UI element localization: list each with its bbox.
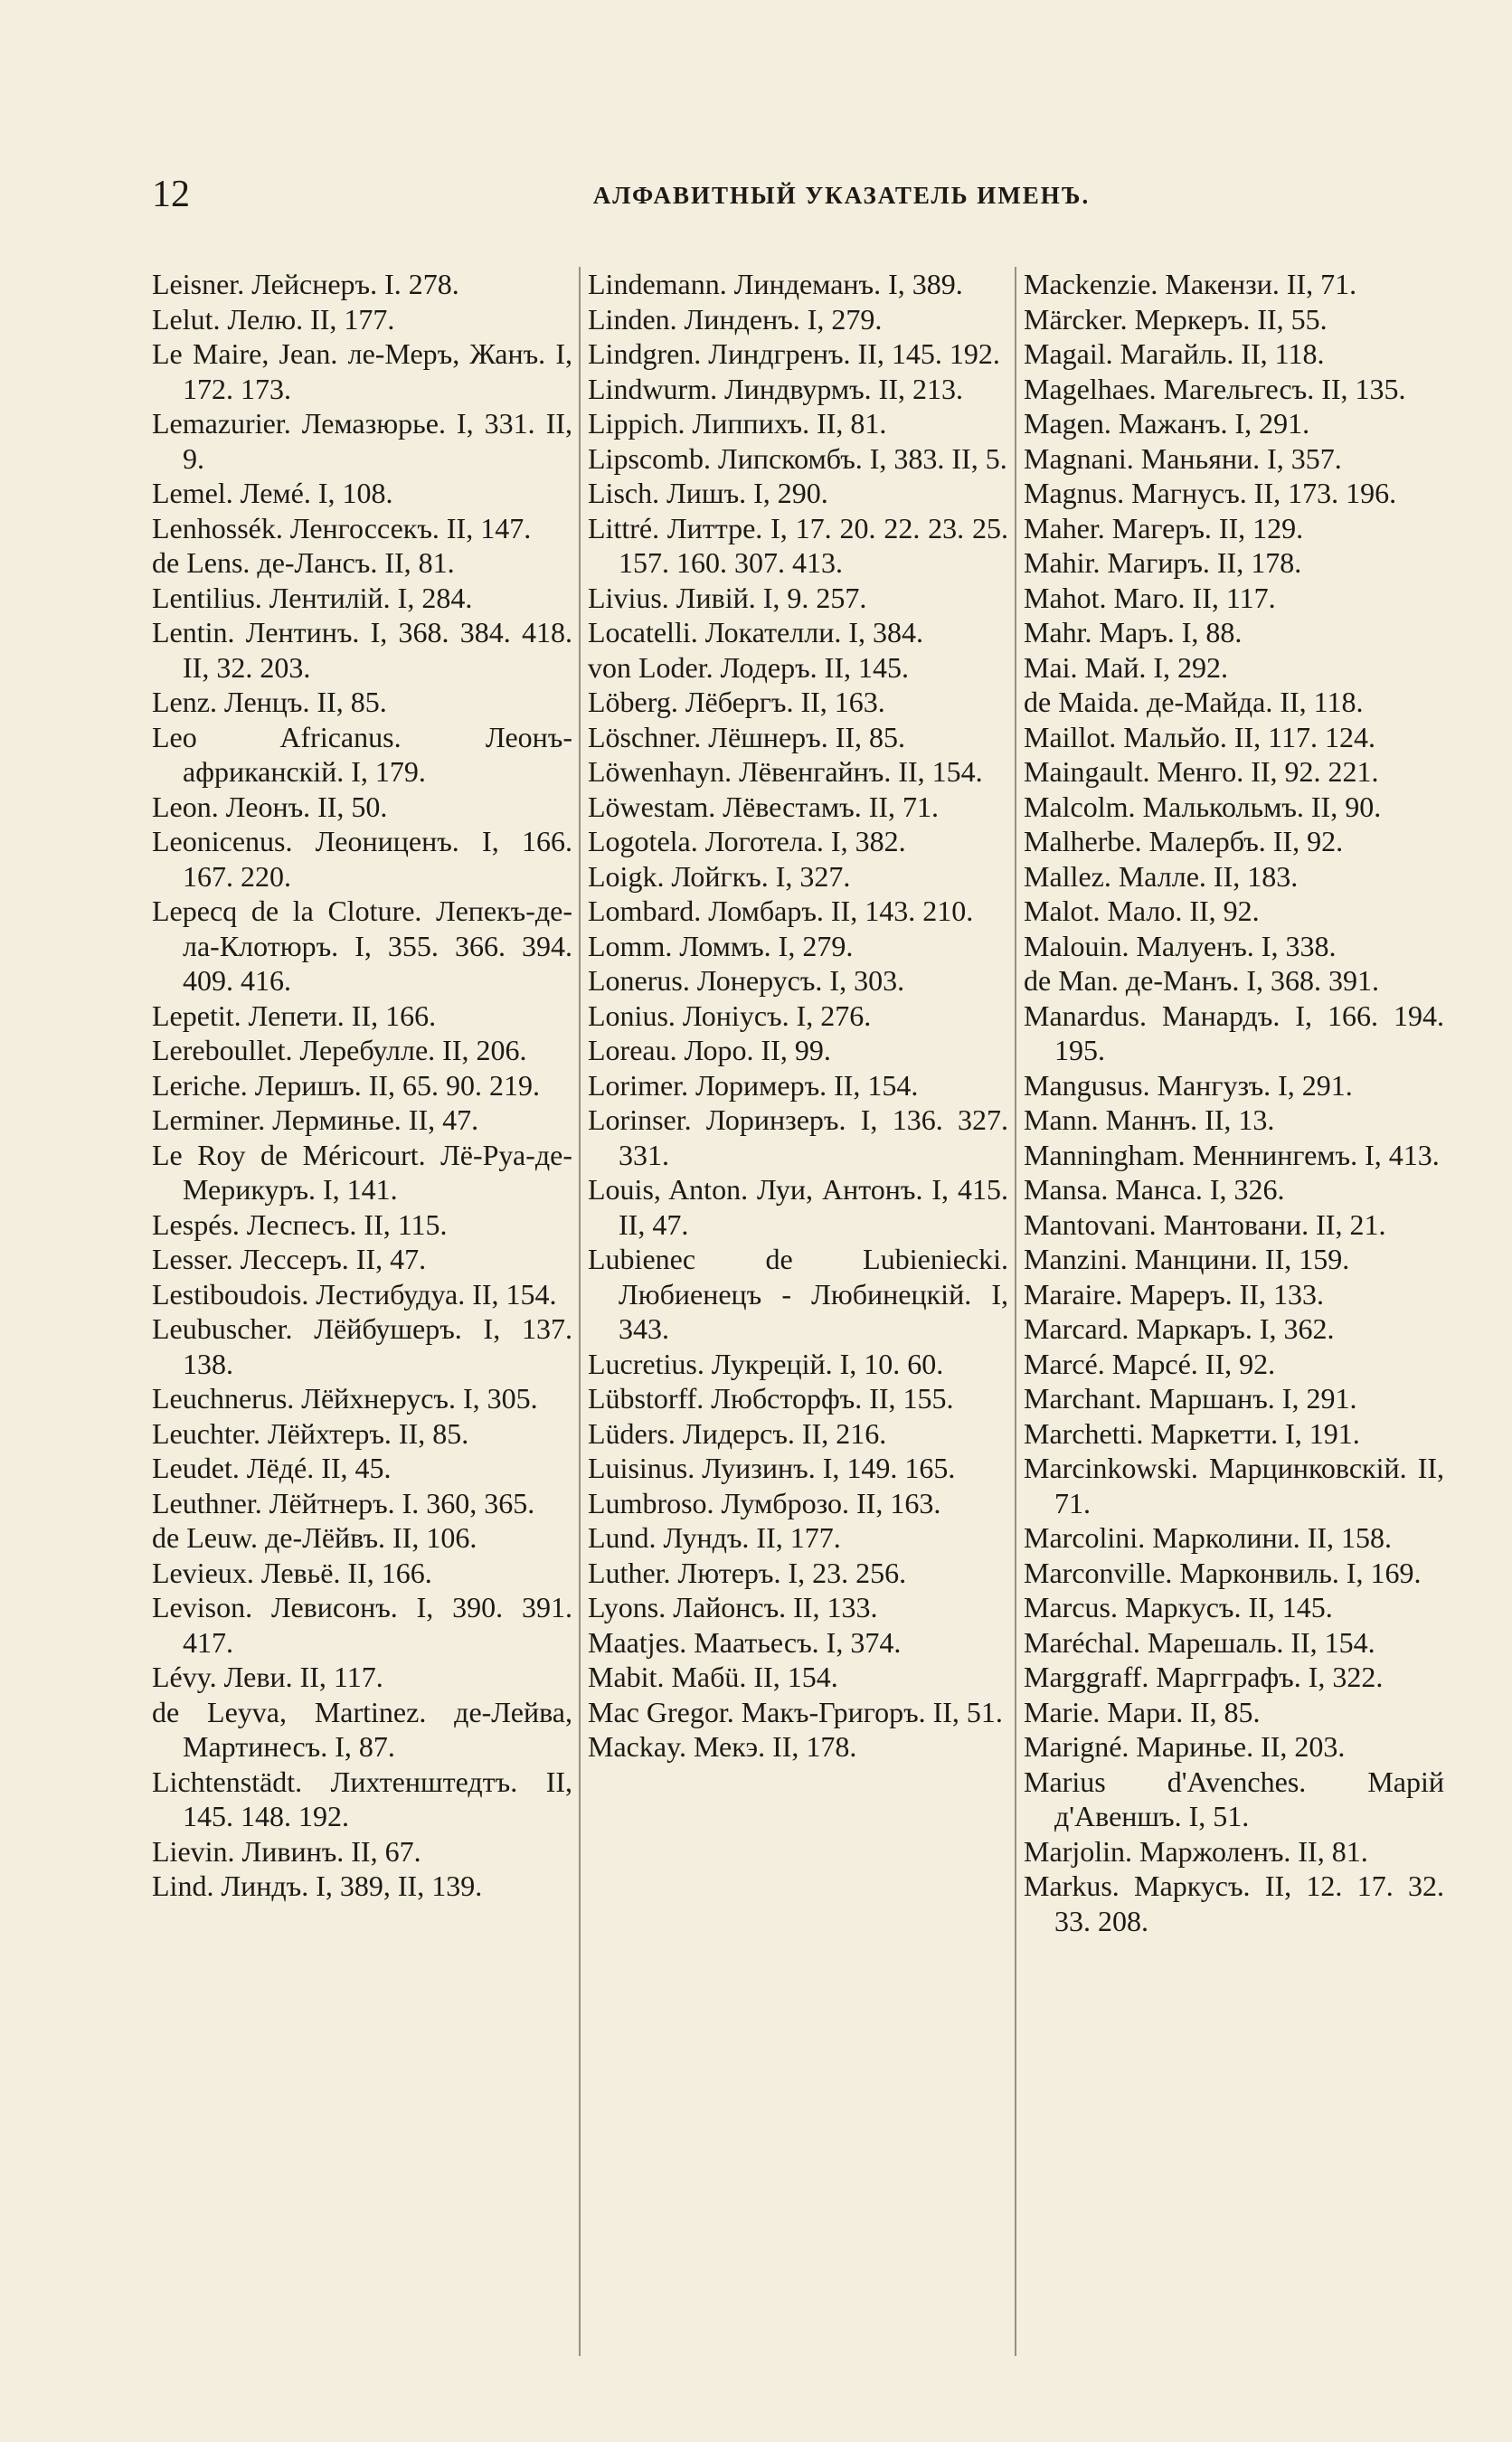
index-entry: Lievin. Ливинъ. II, 67. [152, 1834, 421, 1868]
index-entry: Leudet. Лёдé. II, 45. [152, 1452, 392, 1484]
index-entry: Lippich. Липпихъ. II, 81. [588, 407, 887, 440]
index-entry: Maréchal. Марешаль. II, 154. [1024, 1625, 1375, 1659]
running-title: АЛФАВИТНЫЙ УКАЗАТЕЛЬ ИМЕНЪ. [592, 182, 1091, 209]
index-entry: Maatjes. Маатьесъ. I, 374. [588, 1625, 902, 1659]
index-entry: Leuchnerus. Лёйхнерусъ. I, 305. [152, 1382, 538, 1415]
index-entry: Marcus. Маркусъ. II, 145. [1024, 1591, 1333, 1623]
index-entry: Magnani. Маньяни. I, 357. [1024, 441, 1342, 475]
index-entry: de Leuw. де-Лёйвъ. II, 106. [152, 1521, 477, 1554]
index-entry: Mangusus. Мангузъ. I, 291. [1024, 1068, 1353, 1102]
index-entry: Leonicenus. Леониценъ. I, 166. 167. 220. [152, 825, 572, 893]
index-entry: Lind. Линдъ. I, 389, II, 139. [152, 1869, 483, 1902]
index-columns [152, 267, 1450, 2356]
index-entry: Mantovani. Мантовани. II, 21. [1024, 1207, 1386, 1241]
index-entry: Marcinkowski. Марцинковскій. II, 71. [1024, 1452, 1444, 1519]
index-entry: Marigné. Мариньe. II, 203. [1024, 1730, 1346, 1763]
page-header [152, 172, 1450, 217]
index-entry: Leuchter. Лёйхтеръ. II, 85. [152, 1416, 469, 1450]
index-entry: Lubienec de Lubieniecki. Любиенецъ - Любинецкій. I, 343. [588, 1243, 1008, 1345]
index-entry: Mallez. Малле. II, 183. [1024, 859, 1299, 893]
index-entry: Marggraff. Маргграфъ. I, 322. [1024, 1661, 1384, 1693]
index-entry: Lerminer. Лерминье. II, 47. [152, 1103, 479, 1136]
index-entry: Mabit. Мабü. II, 154. [588, 1661, 838, 1693]
page-number: 12 [152, 174, 190, 215]
index-entry: Linden. Линденъ. I, 279. [588, 302, 883, 336]
index-entry: Märcker. Меркеръ. II, 55. [1024, 302, 1328, 336]
index-entry: Mahr. Маръ. I, 88. [1024, 616, 1243, 648]
index-entry: Locatelli. Локателли. I, 384. [588, 616, 923, 648]
index-column-2 [588, 267, 1008, 2356]
index-entry: Lipscomb. Липскомбъ. I, 383. II, 5. [588, 441, 1007, 475]
index-entry: Leriche. Леришъ. II, 65. 90. 219. [152, 1068, 541, 1102]
index-entry: Mai. Май. I, 292. [1024, 650, 1228, 684]
index-entry: Lemazurier. Лемазюрье. I, 331. II, 9. [152, 407, 572, 475]
index-entry: Magelhaes. Магельгесъ. II, 135. [1024, 372, 1406, 405]
index-entry: Lombard. Ломбаръ. II, 143. 210. [588, 894, 974, 927]
index-entry: Lepetit. Лепети. II, 166. [152, 999, 437, 1032]
index-entry: Littré. Литтре. I, 17. 20. 22. 23. 25. 157. 160. 307. 413. [588, 511, 1008, 579]
index-entry: Louis, Anton. Луи, Антонъ. I, 415. II, 47. [588, 1173, 1008, 1241]
index-entry: Marcard. Маркаръ. I, 362. [1024, 1312, 1335, 1345]
index-entry: Manardus. Манардъ. I, 166. 194. 195. [1024, 999, 1444, 1066]
index-entry: von Loder. Лодеръ. II, 145. [588, 650, 909, 684]
index-entry: Luisinus. Луизинъ. I, 149. 165. [588, 1452, 956, 1484]
index-entry: Magnus. Магнусъ. II, 173. 196. [1024, 477, 1397, 509]
index-entry: Luther. Лютеръ. I, 23. 256. [588, 1556, 907, 1589]
index-entry: Lentin. Лентинъ. I, 368. 384. 418. II, 32. 203. [152, 616, 572, 684]
index-entry: Lisch. Лишъ. I, 290. [588, 477, 828, 509]
index-entry: Lesser. Лессеръ. II, 47. [152, 1243, 427, 1275]
index-entry: Malouin. Малуенъ. I, 338. [1024, 929, 1337, 962]
index-entry: Marchetti. Маркетти. I, 191. [1024, 1416, 1360, 1450]
index-entry: Magail. Магайль. II, 118. [1024, 337, 1325, 370]
index-entry: de Maida. де-Майда. II, 118. [1024, 686, 1364, 718]
index-column-3 [1024, 267, 1444, 2356]
index-entry: Maraire. Мареръ. II, 133. [1024, 1277, 1324, 1311]
index-entry: Marius d'Avenches. Марій д'Авеншъ. I, 51. [1024, 1765, 1444, 1832]
index-entry: Mac Gregor. Макъ-Григоръ. II, 51. [588, 1695, 1003, 1728]
index-entry: Lepecq de la Cloture. Лепекъ-де-ла-Клотюръ. I, 355. 366. 394. 409. 416. [152, 894, 572, 997]
index-entry: Löberg. Лёбергъ. II, 163. [588, 686, 885, 718]
index-entry: Mahir. Магиръ. II, 178. [1024, 546, 1302, 579]
index-entry: Mackenzie. Макензи. II, 71. [1024, 268, 1357, 300]
index-entry: Löwestam. Лёвестамъ. II, 71. [588, 790, 940, 823]
index-entry: Maher. Магеръ. II, 129. [1024, 511, 1304, 544]
index-entry: Lindemann. Линдеманъ. I, 389. [588, 268, 963, 300]
index-entry: Lübstorff. Любсторфъ. II, 155. [588, 1382, 954, 1415]
index-entry: Löschner. Лёшнеръ. II, 85. [588, 720, 906, 753]
index-entry: Lorimer. Лоримеръ. II, 154. [588, 1068, 919, 1102]
index-entry: de Lens. де-Лансъ. II, 81. [152, 546, 455, 579]
index-entry: Mansa. Манса. I, 326. [1024, 1173, 1285, 1206]
index-entry: Lyons. Лайонсъ. II, 133. [588, 1591, 878, 1623]
index-column-1 [152, 267, 572, 2356]
index-entry: Marchant. Маршанъ. I, 291. [1024, 1382, 1357, 1415]
index-entry: Lenhossék. Ленгоссекъ. II, 147. [152, 511, 532, 544]
index-entry: Marcé. Марсé. II, 92. [1024, 1347, 1276, 1380]
index-entry: Lemel. Лемé. I, 108. [152, 477, 393, 509]
index-entry: Lévy. Леви. II, 117. [152, 1661, 383, 1693]
index-entry: Lonerus. Лонерусъ. I, 303. [588, 964, 905, 997]
index-entry: Leisner. Лейснеръ. I. 278. [152, 268, 459, 300]
index-entry: Mackay. Мекэ. II, 178. [588, 1730, 857, 1763]
index-entry: Levieux. Левьё. II, 166. [152, 1556, 432, 1589]
index-entry: Marie. Мари. II, 85. [1024, 1695, 1261, 1728]
column-divider [1015, 267, 1016, 2356]
index-entry: Markus. Маркусъ. II, 12. 17. 32. 33. 208. [1024, 1869, 1444, 1937]
index-entry: Magen. Мажанъ. I, 291. [1024, 407, 1310, 440]
index-entry: de Man. де-Манъ. I, 368. 391. [1024, 964, 1379, 997]
index-entry: Lereboullet. Леребулле. II, 206. [152, 1034, 527, 1066]
index-entry: Marcolini. Марколини. II, 158. [1024, 1521, 1392, 1554]
index-entry: Lonius. Лоніусъ. I, 276. [588, 999, 872, 1032]
index-entry: Marjolin. Маржоленъ. II, 81. [1024, 1834, 1368, 1868]
index-entry: Leon. Леонъ. II, 50. [152, 790, 388, 823]
index-entry: Lindwurm. Линдвурмъ. II, 213. [588, 372, 963, 405]
index-entry: Loigk. Лойгкъ. I, 327. [588, 859, 851, 893]
index-entry: Le Roy de Méricourt. Лё-Руа-де-Мерикуръ. I, 141. [152, 1138, 572, 1206]
index-entry: Lorinser. Лоринзеръ. I, 136. 327. 331. [588, 1103, 1008, 1171]
index-entry: Leuthner. Лёйтнеръ. I. 360, 365. [152, 1486, 535, 1519]
index-entry: Loreau. Лоро. II, 99. [588, 1034, 831, 1066]
index-entry: de Leyva, Martinez. де-Лейва, Мартинесъ. I, 87. [152, 1695, 572, 1763]
index-entry: Maillot. Мальйо. II, 117. 124. [1024, 720, 1375, 753]
index-entry: Lentilius. Лентилій. I, 284. [152, 581, 473, 614]
index-entry: Lichtenstädt. Лихтенштедтъ. II, 145. 148. 192. [152, 1765, 572, 1832]
index-entry: Mahot. Маго. II, 117. [1024, 581, 1276, 614]
index-entry: Malherbe. Малербъ. II, 92. [1024, 825, 1344, 857]
index-entry: Logotela. Логотела. I, 382. [588, 825, 906, 857]
column-divider [579, 267, 581, 2356]
index-entry: Malot. Мало. II, 92. [1024, 894, 1260, 927]
index-entry: Livius. Ливій. I, 9. 257. [588, 581, 867, 614]
index-entry: Le Maire, Jean. ле-Меръ, Жанъ. I, 172. 173. [152, 337, 572, 405]
index-entry: Lespés. Леспесъ. II, 115. [152, 1207, 448, 1241]
index-entry: Maingault. Менго. II, 92. 221. [1024, 755, 1379, 788]
index-entry: Lelut. Лелю. II, 177. [152, 302, 395, 336]
index-entry: Manzini. Манцини. II, 159. [1024, 1243, 1350, 1275]
index-entry: Lestiboudois. Лестибудуа. II, 154. [152, 1277, 557, 1311]
index-entry: Lüders. Лидерсъ. II, 216. [588, 1416, 887, 1450]
index-entry: Lund. Лундъ. II, 177. [588, 1521, 841, 1554]
index-entry: Leo Africanus. Леонъ-африканскій. I, 179. [152, 720, 572, 788]
index-entry: Löwenhayn. Лёвенгайнъ. II, 154. [588, 755, 983, 788]
index-entry: Levison. Левисонъ. I, 390. 391. 417. [152, 1591, 572, 1659]
index-entry: Lumbroso. Лумброзо. II, 163. [588, 1486, 941, 1519]
index-entry: Lucretius. Лукрецій. I, 10. 60. [588, 1347, 944, 1380]
index-entry: Lomm. Ломмъ. I, 279. [588, 929, 854, 962]
index-entry: Lenz. Ленцъ. II, 85. [152, 686, 387, 718]
index-entry: Mann. Маннъ. II, 13. [1024, 1103, 1275, 1136]
index-entry: Malcolm. Малькольмъ. II, 90. [1024, 790, 1382, 823]
index-entry: Lindgren. Линдгренъ. II, 145. 192. [588, 337, 1000, 370]
index-entry: Marconville. Марконвиль. I, 169. [1024, 1556, 1422, 1589]
index-entry: Leubuscher. Лёйбушеръ. I, 137. 138. [152, 1312, 572, 1380]
index-entry: Manningham. Меннингемъ. I, 413. [1024, 1138, 1440, 1171]
